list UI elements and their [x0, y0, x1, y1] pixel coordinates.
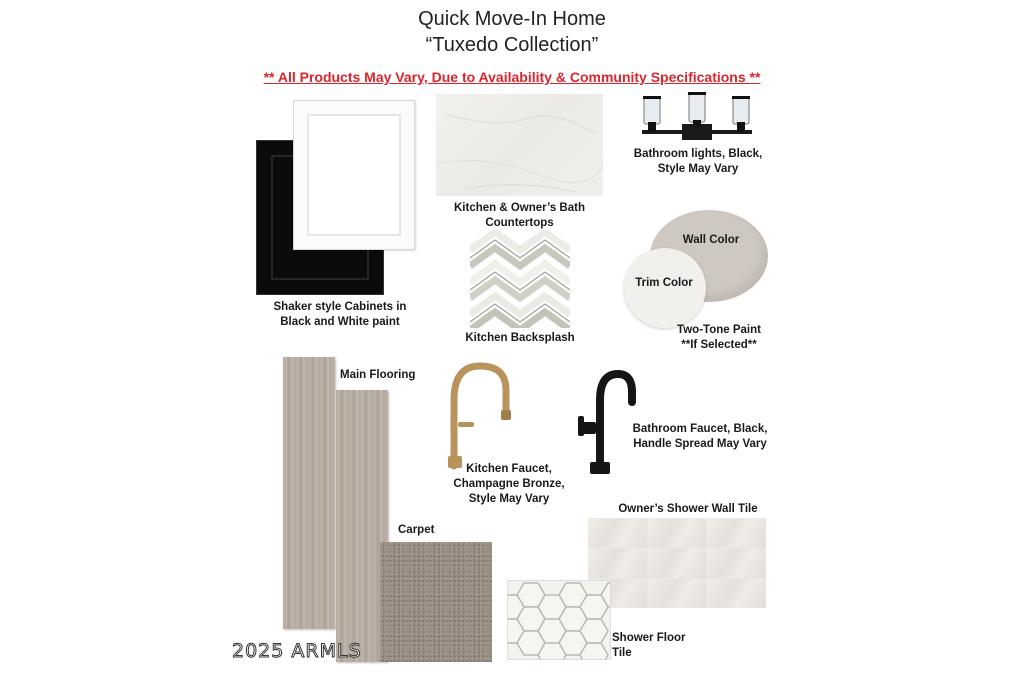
bathroom-faucet-label-line2: Handle Spread May Vary — [633, 438, 767, 450]
bathroom-lights-label-line1: Bathroom lights, Black, — [633, 148, 763, 160]
bathroom-faucet-label — [622, 422, 778, 452]
kitchen-faucet-image — [440, 360, 520, 470]
cabinets-label-line2: Black and White paint — [280, 316, 400, 328]
kitchen-faucet-label-line2: Champagne Bronze, — [453, 478, 565, 490]
watermark: 2025 ARMLS — [232, 640, 362, 662]
cabinets-label — [250, 300, 430, 330]
carpet-label: Carpet — [398, 524, 435, 536]
countertop-swatch-image — [436, 94, 603, 196]
page-title: Quick Move-In Home — [418, 8, 606, 30]
countertops-label-line2: Countertops — [485, 217, 554, 229]
shower-floor-tile-image — [507, 580, 611, 660]
countertops-label — [436, 201, 603, 231]
kitchen-faucet-label-line3: Style May Vary — [468, 493, 550, 505]
carpet-swatch-image — [380, 542, 492, 662]
countertops-label-line1: Kitchen & Owner’s Bath — [454, 202, 585, 214]
main-flooring-plank-1 — [283, 357, 335, 629]
bathroom-light-fixture-image — [634, 92, 760, 144]
shower-wall-tile-label: Owner’s Shower Wall Tile — [618, 503, 758, 515]
kitchen-faucet-label-line1: Kitchen Faucet, — [466, 463, 552, 475]
kitchen-backsplash-label: Kitchen Backsplash — [465, 332, 575, 344]
bathroom-faucet-label-line1: Bathroom Faucet, Black, — [632, 423, 768, 435]
main-flooring-label: Main Flooring — [340, 369, 416, 381]
shower-floor-tile-label: Shower Floor Tile — [612, 632, 686, 659]
two-tone-paint-label — [660, 323, 778, 353]
bathroom-lights-label-line2: Style May Vary — [657, 163, 739, 175]
bathroom-faucet-image — [578, 366, 638, 476]
collection-name: “Tuxedo Collection” — [425, 34, 599, 56]
two-tone-paint-label-line2: **If Selected** — [681, 339, 757, 351]
two-tone-paint-label-line1: Two-Tone Paint — [677, 324, 761, 336]
white-cabinet-door-image — [293, 100, 415, 250]
kitchen-backsplash-image — [470, 230, 570, 328]
disclaimer-text: ** All Products May Vary, Due to Availability & Community Specifications ** — [263, 69, 761, 85]
trim-color-label: Trim Color — [635, 277, 693, 289]
kitchen-faucet-label — [444, 462, 574, 507]
bathroom-lights-label — [620, 147, 776, 177]
shower-wall-tile-image — [588, 518, 766, 608]
cabinets-label-line1: Shaker style Cabinets in — [273, 301, 407, 313]
wall-color-label: Wall Color — [682, 234, 740, 246]
